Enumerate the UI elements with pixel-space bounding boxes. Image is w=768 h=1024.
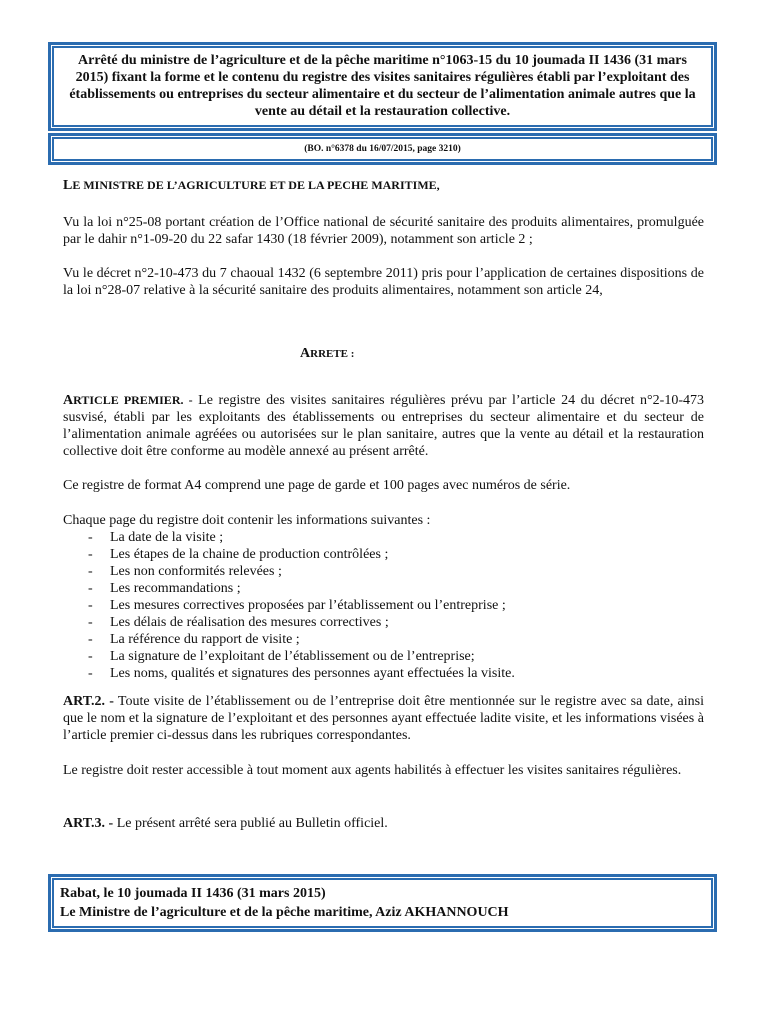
article-1-label-cap: A bbox=[63, 393, 74, 408]
registre-access bbox=[63, 762, 704, 779]
list-item bbox=[88, 563, 688, 580]
list-item-text: Les noms, qualités et signatures des personnes ayant effectuées la visite. bbox=[110, 666, 515, 681]
article-3-paragraph bbox=[63, 815, 704, 832]
list-item-text: La date de la visite ; bbox=[110, 530, 224, 545]
article-3-text: Le présent arrêté sera publié au Bulletin officiel. bbox=[113, 816, 388, 831]
recital-decret bbox=[63, 265, 704, 299]
article-3 bbox=[63, 815, 704, 832]
list-item-text: La référence du rapport de visite ; bbox=[110, 632, 300, 647]
article-2-label: ART.2. - bbox=[63, 694, 114, 709]
article-1-paragraph bbox=[63, 392, 704, 460]
article-1 bbox=[63, 392, 704, 460]
recital-loi bbox=[63, 214, 704, 248]
list-dash: - bbox=[88, 530, 93, 545]
list-item bbox=[88, 580, 688, 597]
arrete-heading bbox=[300, 345, 400, 363]
list-item bbox=[88, 665, 688, 682]
recital-decret-text: Vu le décret n°2-10-473 du 7 chaoual 1432 (6 septembre 2011) pris pour l’application de certaines dispositions de la loi n°28-07 relative à la sécurité sanitaire des produits alimentaires, notamment son article 24, bbox=[63, 266, 704, 298]
list-item bbox=[88, 546, 688, 563]
article-2 bbox=[63, 693, 704, 744]
registre-contents-intro bbox=[63, 512, 704, 529]
signature-box bbox=[48, 874, 717, 932]
signature-signatory: Le Ministre de l’agriculture et de la pêche maritime, Aziz AKHANNOUCH bbox=[60, 905, 509, 920]
minister-heading-rest: E MINISTRE DE L’AGRICULTURE ET DE LA PECHE MARITIME, bbox=[72, 178, 440, 192]
list-item-text: Les recommandations ; bbox=[110, 581, 241, 596]
list-dash: - bbox=[88, 666, 93, 681]
list-dash: - bbox=[88, 632, 93, 647]
decree-title-box bbox=[48, 42, 717, 131]
list-item-text: Les délais de réalisation des mesures correctives ; bbox=[110, 615, 389, 630]
list-dash: - bbox=[88, 564, 93, 579]
arrete-heading-cap: A bbox=[300, 346, 311, 361]
list-item bbox=[88, 648, 688, 665]
registre-format bbox=[63, 477, 704, 494]
article-2-paragraph bbox=[63, 693, 704, 744]
signature-place-date: Rabat, le 10 joumada II 1436 (31 mars 2015) bbox=[60, 886, 326, 901]
article-3-label: ART.3. - bbox=[63, 816, 114, 831]
list-item bbox=[88, 631, 688, 648]
bulletin-reference-box bbox=[48, 133, 717, 165]
list-item bbox=[88, 529, 688, 546]
list-item-text: La signature de l’exploitant de l’établissement ou de l’entreprise; bbox=[110, 649, 475, 664]
list-item-text: Les non conformités relevées ; bbox=[110, 564, 282, 579]
article-1-label-rest: RTICLE PREMIER. - bbox=[73, 393, 193, 407]
list-item bbox=[88, 597, 688, 614]
list-dash: - bbox=[88, 581, 93, 596]
decree-title: Arrêté du ministre de l’agriculture et de la pêche maritime n°1063-15 du 10 joumada II 1436 (31 mars 2015) fixant la forme et le contenu du registre des visites sanitaires régulières établi par l’exploitant des établissements ou entreprises du secteur alimentaire et du secteur de l’alimentation animale autres que la vente au détail et la restauration collective. bbox=[53, 47, 712, 126]
list-dash: - bbox=[88, 615, 93, 630]
arrete-heading-rest: RRETE : bbox=[310, 348, 355, 360]
signature-block bbox=[53, 879, 712, 927]
minister-heading bbox=[63, 177, 704, 194]
list-item-text: Les étapes de la chaine de production contrôlées ; bbox=[110, 547, 389, 562]
registre-contents-intro-text: Chaque page du registre doit contenir les informations suivantes : bbox=[63, 513, 431, 528]
registre-access-text: Le registre doit rester accessible à tout moment aux agents habilités à effectuer les visites sanitaires régulières. bbox=[63, 763, 682, 778]
list-item bbox=[88, 614, 688, 631]
minister-heading-cap: L bbox=[63, 178, 73, 193]
registre-contents-list bbox=[88, 529, 688, 682]
recital-loi-text: Vu la loi n°25-08 portant création de l’Office national de sécurité sanitaire des produits alimentaires, promulguée par le dahir n°1-09-20 du 22 safar 1430 (18 février 2009), notamment son article 2 ; bbox=[63, 215, 704, 247]
list-dash: - bbox=[88, 547, 93, 562]
bulletin-reference: (BO. n°6378 du 16/07/2015, page 3210) bbox=[53, 138, 712, 160]
registre-format-text: Ce registre de format A4 comprend une page de garde et 100 pages avec numéros de série. bbox=[63, 478, 571, 493]
article-2-text: Toute visite de l’établissement ou de l’entreprise doit être mentionnée sur le registre avec sa date, ainsi que le nom et la signature de l’exploitant et des personnes ayant effectuée ladite visite, et les informations visées à l’article premier ci-dessus dans les rubriques correspondantes. bbox=[63, 694, 704, 743]
list-item-text: Les mesures correctives proposées par l’établissement ou l’entreprise ; bbox=[110, 598, 506, 613]
list-dash: - bbox=[88, 598, 93, 613]
article-1-text: Le registre des visites sanitaires régulières prévu par l’article 24 du décret n°2-10-473 susvisé, établi par les exploitants des établissements ou entreprises du secteur alimentaire et du secteur de l’alimentation animale agréées ou autorisées sur le plan sanitaire, autres que la vente au détail et la restauration collective doit être conforme au modèle annexé au présent arrêté. bbox=[63, 393, 704, 459]
list-dash: - bbox=[88, 649, 93, 664]
